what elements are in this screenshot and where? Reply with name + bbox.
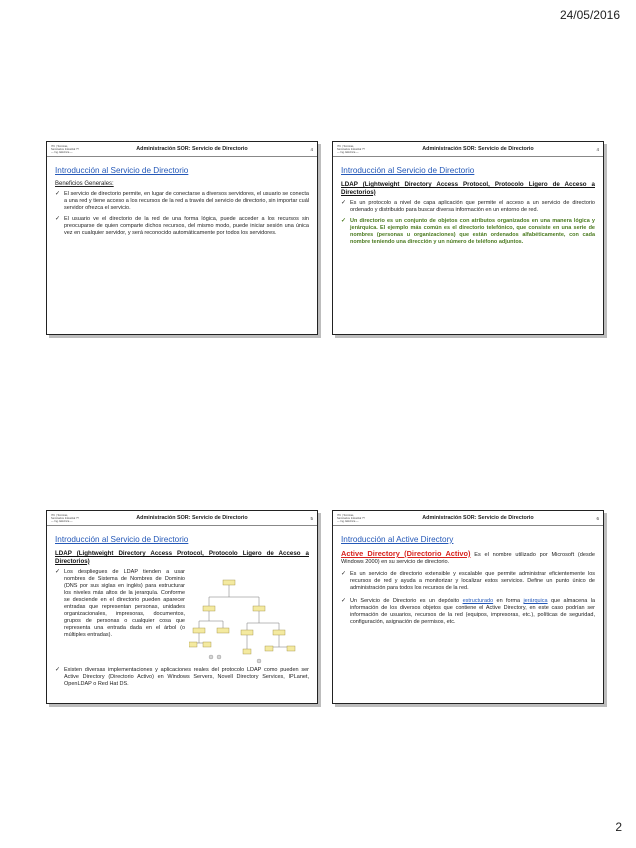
link-jerarquica[interactable]: jerárquica — [523, 598, 548, 605]
institution-logo: ITC | Tecnicas, Seminarios Industrial ?? — Ing. Eléctrica — — [337, 144, 365, 154]
check-icon: ✓ — [55, 667, 61, 674]
bullet-item-highlight: ✓ Un directorio es un conjunto de objetos con atributos organizados en una manera lógica y jerárquica. El ejemplo más común es el directorio telefónico, que consiste en una serie de nombres (personas u organizaciones) que están ordenados alfabéticamente, con cada nombre teniendo una dirección y un número de teléfono adjuntos. — [341, 218, 595, 246]
page-date: 24/05/2016 — [559, 8, 620, 22]
check-icon: ✓ — [341, 571, 347, 578]
bullet-item: ✓ El servicio de directorio permite, en lugar de conectarse a diversos servidores, el usuario se conecta a una red y tiene acceso a los recursos de la red a través del servicio de directorio, sin importar cuál servidor ofrezca el servicio. — [55, 191, 309, 211]
slide-header — [333, 511, 603, 526]
check-icon: ✓ — [55, 191, 61, 197]
slide-header-title: Administración SOR: Servicio de Directorio — [422, 515, 534, 521]
slide-subtitle: LDAP (Lightweight Directory Access Protocol, Protocolo Ligero de Acceso a Directorios) — [55, 550, 309, 565]
page-number: 2 — [615, 820, 622, 834]
slide-header — [47, 511, 317, 526]
link-estructurado[interactable]: estructurado — [462, 598, 494, 605]
slide-number: 4 — [596, 146, 599, 152]
ldap-tree-diagram — [189, 577, 301, 667]
slide-header — [333, 142, 603, 157]
slide-number: 6 — [596, 515, 599, 521]
bullet-item: ✓ Los despliegues de LDAP tienden a usar nombres de Sistema de Nombres de Dominio (DNS por sus siglas en inglés) para estructurar los niveles más altos de la jerarquía. Conforme se desciende en el directorio pueden aparecer entradas que representan personas, unidades organizacionales, impresoras, documentos, grupos de personas o cualquier cosa que representa una entrada dada en el árbol (o múltiples entradas). — [55, 569, 185, 639]
slide-number: 5 — [310, 515, 313, 521]
intro-paragraph: Active Directory (Directorio Activo) Es el nombre utilizado por Microsoft (desde Windows 2000) en su servicio de directorio. — [341, 549, 595, 566]
institution-logo: ITC | Tecnicas, Seminarios Industrial ?? — Ing. Eléctrica — — [51, 513, 79, 523]
slide-header-title: Administración SOR: Servicio de Directorio — [136, 146, 248, 152]
check-icon: ✓ — [341, 598, 347, 605]
check-icon: ✓ — [341, 200, 347, 207]
slide-3 — [46, 510, 318, 704]
institution-logo: ITC | Tecnicas, Seminarios Industrial ?? — Ing. Eléctrica — — [337, 513, 365, 523]
bullet-item: ✓ Es un protocolo a nivel de capa aplicación que permite el acceso a un servicio de directorio ordenado y distribuido para buscar diversa información en un entorno de red. — [341, 200, 595, 214]
check-icon: ✓ — [341, 218, 347, 225]
slide-header-title: Administración SOR: Servicio de Directorio — [422, 146, 534, 152]
slide-1 — [46, 141, 318, 335]
active-directory-highlight: Active Directory (Directorio Activo) — [341, 549, 471, 558]
slide-subtitle: Beneficios Generales: — [55, 181, 114, 187]
slide-title: Introducción al Servicio de Directorio — [341, 166, 475, 175]
slide-4 — [332, 510, 604, 704]
bullet-item: ✓ Un Servicio de Directorio es un depósito estructurado en forma jerárquica que almacena la información de los diversos objetos que contiene el Active Directory, en este caso podrían ser información de usuarios, recursos de la red (equipos, impresoras, etc.), políticas de seguridad, configuración, asignación de permisos, etc. — [341, 598, 596, 626]
slide-subtitle: LDAP (Lightweight Directory Access Protocol, Protocolo Ligero de Acceso a Directorios) — [341, 181, 595, 196]
bullet-item: ✓ El usuario ve el directorio de la red de una forma lógica, puede acceder a los recursos sin preocuparse de quien comparte dichos recursos, del mismo modo, puede iniciar sesión una única vez en cualquier servidor, y será reconocido automáticamente por todos los servidores. — [55, 216, 309, 236]
slide-title: Introducción al Active Directory — [341, 535, 454, 544]
slide-title: Introducción al Servicio de Directorio — [55, 535, 189, 544]
slide-title: Introducción al Servicio de Directorio — [55, 166, 189, 175]
slide-number: 4 — [310, 146, 313, 152]
institution-logo: ITC | Tecnicas, Seminarios Industrial ?? — Ing. Eléctrica — — [51, 144, 79, 154]
slide-header-title: Administración SOR: Servicio de Directorio — [136, 515, 248, 521]
bullet-item: ✓ Es un servicio de directorio extensible y escalable que permite administrar eficientemente los recursos de red y ayuda a monitorizar y localizar estos servicios. Define un punto único de administración para todos los recursos de la red. — [341, 571, 595, 592]
bullet-item: ✓ Existen diversas implementaciones y aplicaciones reales del protocolo LDAP como pueden ser Active Directory (Directorio Activo) en Windows Servers, Novell Directory Services, IPLanet, OpenLDAP o Red Hat DS. — [55, 667, 309, 688]
slide-2 — [332, 141, 604, 335]
check-icon: ✓ — [55, 216, 61, 222]
check-icon: ✓ — [55, 569, 61, 576]
slide-header — [47, 142, 317, 157]
